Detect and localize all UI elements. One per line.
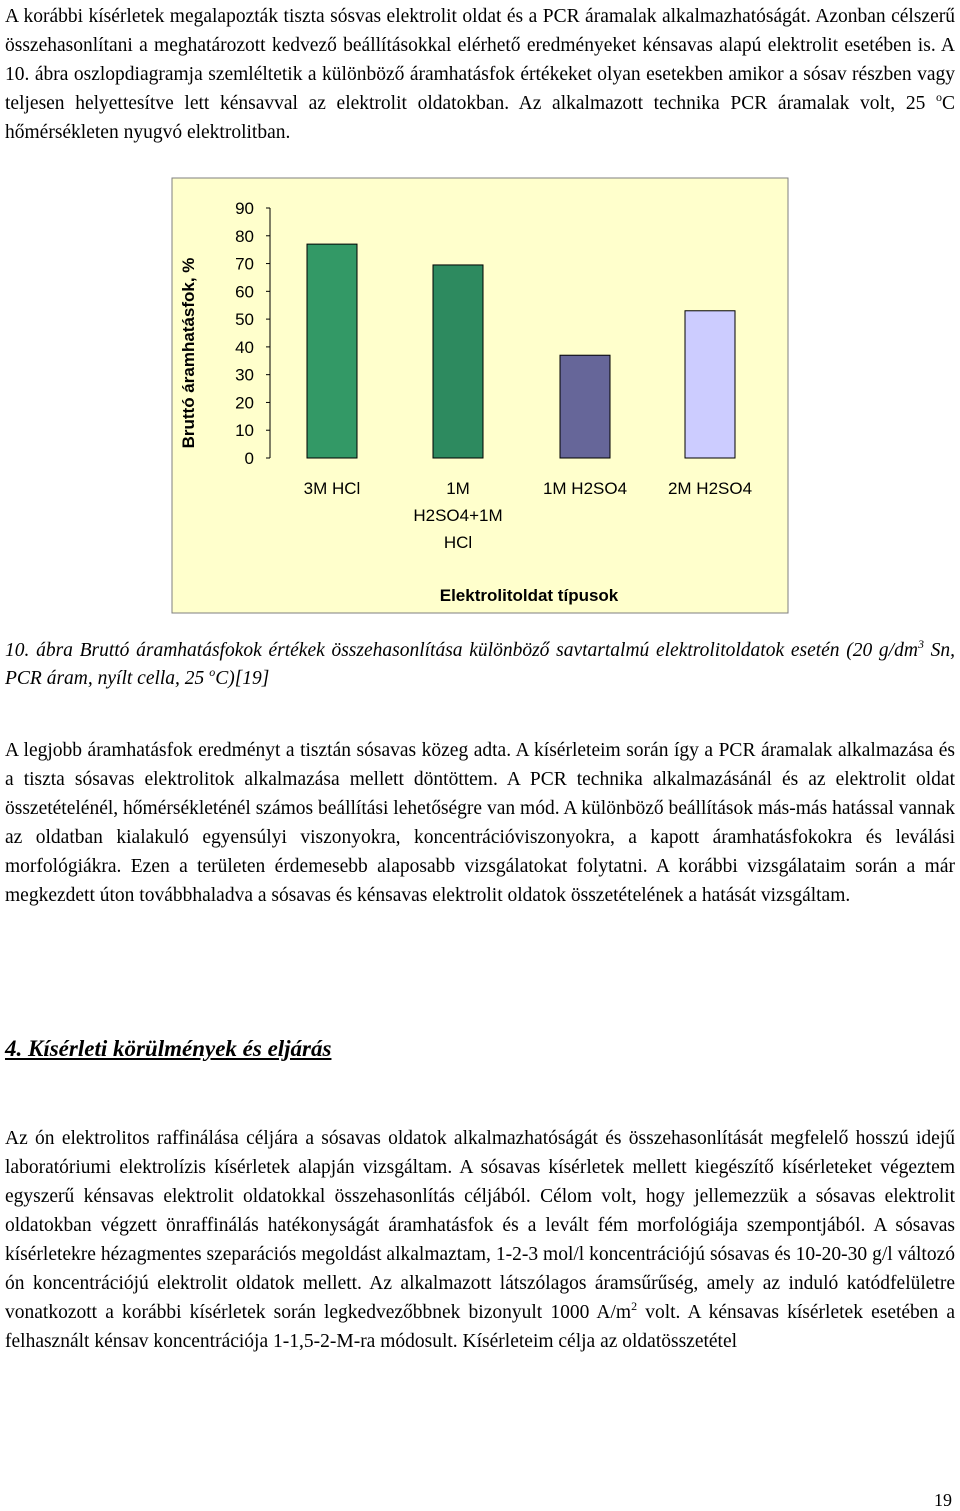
intro-text: A korábbi kísérletek megalapozták tiszta sósvas elektrolit oldat és a PCR áramalak alkalmazhatóságát. Azonban célszerű összehasonlítani a meghatározott kedvező beállításokkal elérhető eredményeket kénsavas alapú elektrolit esetében is. A 10. ábra oszlopdiagramja szemléltetik a különböző áramhatásfok értékeket olyan esetekben amikor a sósav részben vagy teljesen helyettesítve lett kénsavval az elektrolit oldatokban. Az alkalmazott technika PCR áramalak volt, 25	[5, 6, 955, 114]
x-axis-label: Elektrolitoldat típusok	[439, 586, 619, 605]
x-category-label: 1M H2SO4	[542, 479, 628, 498]
y-tick-label: 0	[244, 449, 254, 468]
page-number: 19	[934, 1490, 952, 1510]
y-tick-label: 60	[235, 282, 254, 302]
x-category-label: 2M H2SO4	[667, 479, 753, 498]
y-tick-label: 10	[235, 421, 254, 441]
m2-superscript: 2	[631, 1298, 638, 1313]
caption-text-end: C)[19]	[215, 668, 270, 689]
caption-superscript-3: 3	[917, 636, 924, 651]
y-tick-label: 40	[235, 337, 254, 357]
y-tick-label: 80	[235, 226, 254, 246]
x-category-label: HCl	[443, 533, 473, 552]
bar	[307, 244, 357, 458]
caption-superscript-o: o	[209, 664, 216, 679]
y-tick-label: 70	[235, 254, 254, 274]
methods-text: Az ón elektrolitos raffinálása céljára a sósavas oldatok alkalmazhatóságát és összehasonlítását megfelelő hosszú idejű laboratóriumi elektrolízis kísérletek alapján vizsgáltam. A sósavas kísérletek mellett kiegészítő kísérleteket végeztem egyszerű kénsavas elektrolit oldatokkal összehasonlítás céljából. Célom volt, hogy jellemezzük a sósavas elektrolit oldatokban végzett önraffinálás hatékonyságát áramhatásfok és a levált fém morfológiája szempontjából. A sósavas kísérletekre hézagmentes szeparációs megoldást alkalmaztam, 1-2-3 mol/l koncentrációjú sósavas és 10-20-30 g/l változó ón koncentrációjú elektrolit oldatok mellett. Az alkalmazott látszólagos áramsűrűség, amely az induló katódfelületre vonatkozott a korábbi kísérletek során legkedvezőbbnek bizonyult 1000 A/m	[5, 1128, 955, 1323]
bar	[560, 355, 610, 458]
methods-paragraph	[5, 1124, 955, 1356]
degree-superscript: o	[935, 89, 942, 104]
bar	[433, 265, 483, 458]
x-category-label: H2SO4+1M	[413, 506, 503, 525]
y-tick-label: 50	[235, 310, 254, 330]
intro-text-end: C hőmérsékleten nyugvó elektrolitban.	[5, 93, 955, 143]
y-tick-label: 30	[235, 365, 254, 385]
results-paragraph: A legjobb áramhatásfok eredményt a tisztán sósavas közeg adta. A kísérleteim során így a PCR áramalak alkalmazása és a tiszta sósavas elektrolitok alkalmazása mellett döntöttem. A PCR technika alkalmazásánál és az elektrolit oldat összetételénél, hőmérsékleténél számos beállítási lehetőségre van mód. A különböző beállítások más-más hatással vannak az oldatban kialakuló egyensúlyi viszonyokra, koncentrációviszonyokra, a kapott áramhatásfokokra és leválási morfológiákra. Ezen a területen érdemesebb alaposabb vizsgálatokat folytatni. A korábbi vizsgálataim során a már megkezdett úton továbbhaladva a sósavas és kénsavas elektrolit oldatok összetételének a hatását vizsgáltam.	[5, 740, 955, 906]
section-heading: 4. Kísérleti körülmények és eljárás	[5, 1036, 332, 1061]
x-category-label: 3M HCl	[303, 479, 361, 498]
x-category-label: 1M	[446, 479, 470, 498]
y-tick-label: 90	[235, 199, 254, 218]
figure-caption	[5, 637, 955, 693]
bar	[685, 311, 735, 458]
caption-text: 10. ábra Bruttó áramhatásfokok értékek összehasonlítása különböző savtartalmú elektrolitoldatok esetén (20 g/dm	[5, 640, 918, 661]
caption-text-mid: Sn, PCR áram, nyílt cella, 25	[5, 640, 956, 689]
y-axis-label: Bruttó áramhatásfok, %	[179, 257, 198, 449]
methods-text-end: volt. A kénsavas kísérletek esetében a felhasznált kénsav koncentrációja 1-1,5-2-M-ra módosult. Kísérleteim célja az oldatösszetétel	[5, 1302, 955, 1352]
y-tick-label: 20	[235, 393, 254, 413]
